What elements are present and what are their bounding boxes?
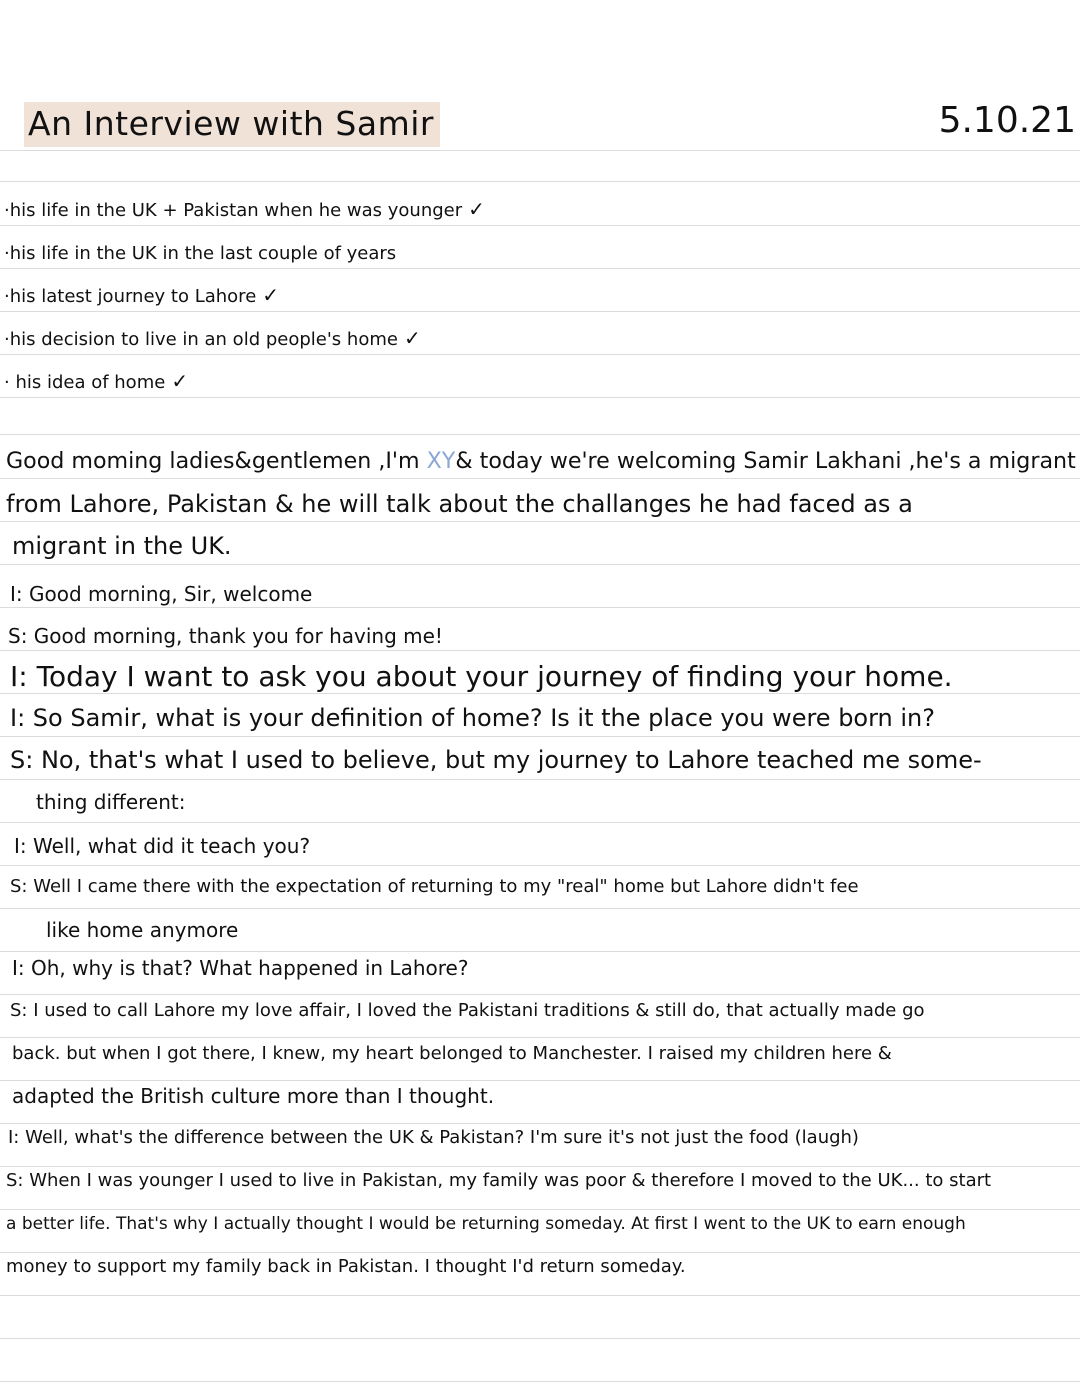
rule-line [0,736,1080,737]
dialogue-line: like home anymore [46,918,239,942]
list-item [4,197,485,221]
check-icon: ✓ [403,326,421,350]
rule-line [0,1381,1080,1382]
rule-line [0,1209,1080,1210]
dialogue-line: S: Good morning, thank you for having me! [8,624,443,648]
check-icon: ✓ [171,369,189,393]
interviewer-placeholder: XY [426,448,456,474]
rule-line [0,564,1080,565]
dialogue-line: I: Well, what did it teach you? [14,834,311,858]
page-date: 5.10.21 [938,100,1076,141]
dialogue-line: S: When I was younger I used to live in Pakistan, my family was poor & therefore I moved to the UK... to start [6,1170,992,1191]
rule-line [0,822,1080,823]
rule-line [0,607,1080,608]
intro-line: from Lahore, Pakistan & he will talk about the challanges he had faced as a [6,490,913,518]
rule-line [0,779,1080,780]
dialogue-line: money to support my family back in Pakistan. I thought I'd return someday. [6,1256,686,1277]
rule-line [0,225,1080,226]
rule-line [0,865,1080,866]
rule-line [0,311,1080,312]
check-icon: ✓ [468,197,485,221]
dialogue-line: I: Today I want to ask you about your journey of finding your home. [10,660,953,693]
rule-line [0,693,1080,694]
check-icon: ✓ [262,283,280,307]
dialogue-line: I: So Samir, what is your definition of home? Is it the place you were born in? [10,704,936,732]
dialogue-line: a better life. That's why I actually thought I would be returning someday. At first I went to the UK to earn enough [6,1214,966,1234]
page-title: An Interview with Samir [24,102,440,147]
rule-line [0,268,1080,269]
rule-line [0,1166,1080,1167]
rule-line [0,1252,1080,1253]
rule-line [0,1123,1080,1124]
rule-line [0,521,1080,522]
rule-line [0,951,1080,952]
rule-line [0,650,1080,651]
dialogue-line: I: Good morning, Sir, welcome [10,582,313,606]
dialogue-line: S: I used to call Lahore my love affair, I loved the Pakistani traditions & still do, that actually made go [10,1000,925,1021]
list-item-text: · his idea of home [4,372,166,393]
rule-line [0,1295,1080,1296]
intro-line [6,448,1076,474]
list-item-text: ·his latest journey to Lahore [4,286,257,307]
rule-line [0,397,1080,398]
list-item-text: ·his decision to live in an old people's home [4,329,398,350]
rule-line [0,1080,1080,1081]
dialogue-line: S: Well I came there with the expectation of returning to my "real" home but Lahore didn't fee [10,876,859,897]
dialogue-line: S: No, that's what I used to believe, but my journey to Lahore teached me some- [10,746,982,774]
intro-text: & today we're welcoming Samir Lakhani ,he's a migrant [455,448,1076,474]
intro-line: migrant in the UK. [12,532,232,560]
rule-line [0,994,1080,995]
dialogue-line: I: Well, what's the difference between the UK & Pakistan? I'm sure it's not just the food (laugh) [8,1127,859,1148]
dialogue-line: back. but when I got there, I knew, my heart belonged to Manchester. I raised my children here & [12,1043,892,1064]
dialogue-line: I: Oh, why is that? What happened in Lahore? [12,956,469,980]
rule-line [0,150,1080,151]
rule-line [0,354,1080,355]
rule-line [0,1338,1080,1339]
rule-line [0,908,1080,909]
dialogue-line: adapted the British culture more than I thought. [12,1084,495,1108]
rule-line [0,478,1080,479]
list-item-text: ·his life in the UK + Pakistan when he was younger [4,200,463,221]
list-item [4,369,188,393]
intro-text: Good moming ladies&gentlemen ,I'm [6,448,427,474]
list-item-text: ·his life in the UK in the last couple of years [4,243,397,264]
rule-line [0,1037,1080,1038]
rule-line [0,434,1080,435]
dialogue-line: thing different: [36,790,186,814]
rule-line [0,181,1080,182]
list-item [4,240,402,264]
list-item [4,283,279,307]
list-item [4,326,421,350]
